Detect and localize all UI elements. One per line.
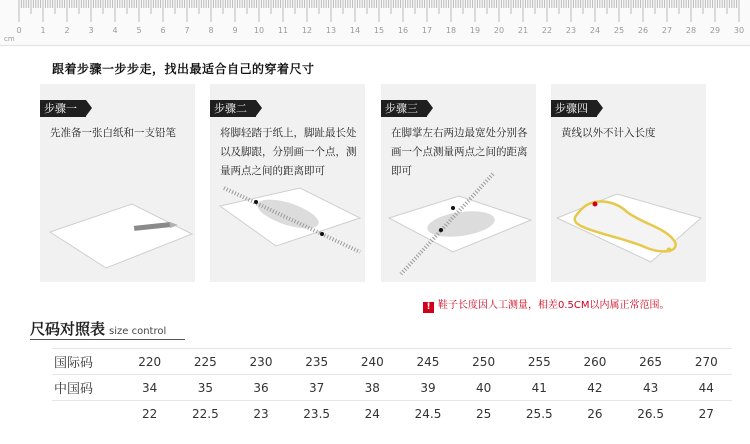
table-cell: 37 [287,375,347,401]
size-chart-title [30,318,166,339]
ruler-number: 19 [469,26,481,35]
table-cell: 22.5 [175,401,235,427]
table-cell: 27 [681,401,732,427]
row-label [52,401,124,427]
table-cell: 220 [124,349,175,375]
table-cell: 35 [175,375,235,401]
measuring-ruler [0,0,750,46]
ruler-number: 4 [112,26,118,35]
step-text-2: 将脚轻踏于纸上，脚趾最长处以及脚跟，分别画一个点，测量两点之间的距离即可 [220,127,357,177]
ruler-number: 22 [541,26,553,35]
size-table [52,348,732,427]
table-cell: 41 [509,375,569,401]
page-heading: 跟着步骤一步步走，找出最适合自己的穿着尺寸 [52,62,315,76]
ruler-number: 24 [589,26,601,35]
table-cell: 23 [235,401,286,427]
table-row [52,375,732,401]
ruler-number: 17 [421,26,433,35]
size-chart-title-text: 尺码对照表 [30,320,106,338]
step-panel-1 [40,84,195,282]
ruler-number: 12 [301,26,313,35]
table-cell: 230 [235,349,286,375]
insole-boundary-illustration [551,172,706,282]
ruler-number: 26 [637,26,649,35]
size-chart-subtitle: size control [109,326,167,337]
table-cell: 22 [124,401,175,427]
table-cell: 44 [681,375,732,401]
table-cell: 25.5 [509,401,569,427]
table-cell: 245 [398,349,458,375]
warning-icon: ! [423,302,434,313]
ruler-number: 15 [373,26,385,35]
row-label: 国际码 [52,349,124,375]
step-text-1: 先准备一张白纸和一支铅笔 [50,127,176,139]
ruler-number: 16 [397,26,409,35]
measurement-notice [423,296,670,313]
ruler-number: 0 [16,26,22,35]
step-text-4: 黄线以外不计入长度 [561,127,656,139]
title-underline [30,339,185,340]
ruler-number: 2 [64,26,70,35]
ruler-number: 5 [136,26,142,35]
ruler-number: 21 [517,26,529,35]
ruler-number: 28 [685,26,697,35]
ruler-unit: cm [4,35,15,43]
ruler-ticks [0,0,750,46]
step-panel-2 [210,84,365,282]
ruler-number: 23 [565,26,577,35]
ruler-number: 10 [253,26,265,35]
ruler-number: 8 [208,26,214,35]
table-cell: 24 [347,401,398,427]
ruler-number: 20 [493,26,505,35]
ruler-number: 3 [88,26,94,35]
ruler-number: 30 [733,26,745,35]
ruler-number: 13 [325,26,337,35]
table-row [52,401,732,427]
ruler-number: 14 [349,26,361,35]
step-badge-2: 步骤二 [210,100,256,117]
table-cell: 260 [569,349,620,375]
ruler-number: 11 [277,26,289,35]
table-cell: 40 [458,375,509,401]
step-badge-1: 步骤一 [40,100,86,117]
table-row [52,349,732,375]
table-cell: 265 [621,349,681,375]
table-cell: 36 [235,375,286,401]
ruler-number: 1 [40,26,46,35]
ruler-number: 27 [661,26,673,35]
table-cell: 26.5 [621,401,681,427]
ruler-number: 25 [613,26,625,35]
table-cell: 240 [347,349,398,375]
ruler-number: 7 [184,26,190,35]
ruler-number: 29 [709,26,721,35]
ruler-number: 6 [160,26,166,35]
table-cell: 38 [347,375,398,401]
table-cell: 42 [569,375,620,401]
step-badge-3: 步骤三 [381,100,427,117]
step-panel-3 [381,84,536,282]
row-label: 中国码 [52,375,124,401]
table-cell: 26 [569,401,620,427]
table-cell: 255 [509,349,569,375]
table-cell: 25 [458,401,509,427]
step-panel-4 [551,84,706,282]
table-cell: 34 [124,375,175,401]
ruler-number: 18 [445,26,457,35]
table-cell: 250 [458,349,509,375]
step-text-3: 在脚掌左右两边最宽处分别各画一个点测量两点之间的距离即可 [391,127,528,177]
step-badge-4: 步骤四 [551,100,597,117]
ruler-number: 9 [232,26,238,35]
table-cell: 24.5 [398,401,458,427]
paper-and-pencil-illustration [40,172,195,282]
notice-text: 鞋子长度因人工测量，相差0.5CM以内属正常范围。 [438,300,670,311]
foot-length-illustration [210,172,365,282]
table-cell: 43 [621,375,681,401]
foot-width-illustration [381,172,536,282]
table-cell: 225 [175,349,235,375]
table-cell: 235 [287,349,347,375]
table-cell: 39 [398,375,458,401]
table-cell: 270 [681,349,732,375]
table-cell: 23.5 [287,401,347,427]
